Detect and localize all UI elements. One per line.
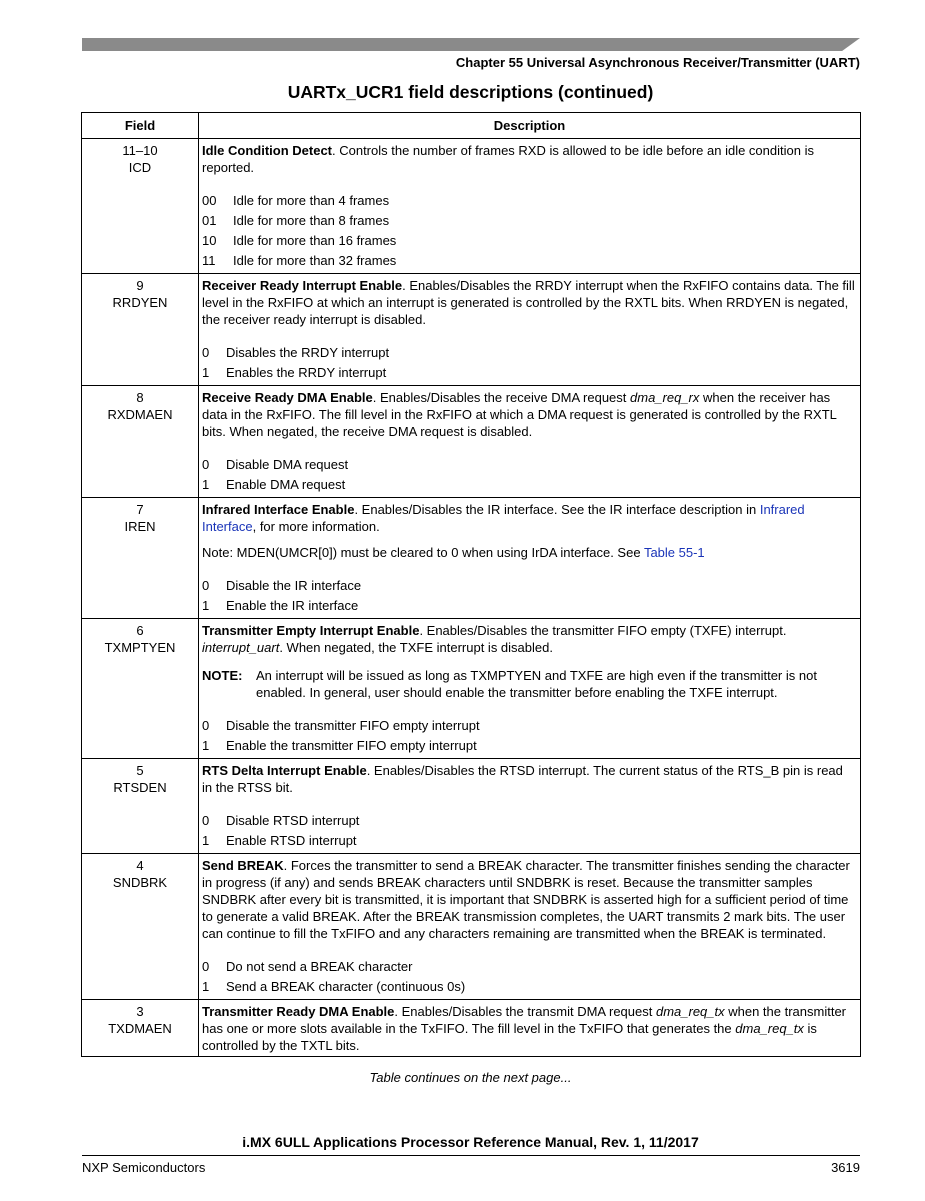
value-option: 11 Idle for more than 32 frames [202,253,397,268]
field-bits: 3 [136,1004,144,1019]
field-title: Send BREAK [202,858,284,873]
value-options [202,191,856,271]
signal-name: interrupt_uart [202,640,280,655]
table-row-iren [82,498,861,619]
value-options [202,957,856,997]
field-bits: 7 [136,502,144,517]
description-text: Send BREAK. Forces the transmitter to send a BREAK character. The transmitter finishes sending the character in progress (if any) and sends BREAK characters until SNDBRK is reset. Because the transmitter samples SNDBRK after every bit is transmitted, it is important that SNDBRK is asserted high for a sufficient period of time to generate a valid BREAK. After the BREAK transmission completes, the UART transmits 2 mark bits. The user can continue to fill the TxFIFO and any characters remaining are transmitted when the BREAK is terminated. [202,858,850,941]
field-cell [82,139,199,274]
signal-name: dma_req_tx [735,1021,804,1036]
value-options [202,455,856,495]
table-row-txdmaen [82,1000,861,1057]
value-option: 1 Enable the IR interface [202,598,359,613]
field-name: RTSDEN [113,780,167,795]
field-bits: 11–10 [122,143,158,158]
signal-name: dma_req_rx [630,390,700,405]
description-column-header: Description [199,113,861,139]
value-option: 0 Disable the transmitter FIFO empty interrupt [202,718,480,733]
field-bits: 5 [136,763,144,778]
table-title: UARTx_UCR1 field descriptions (continued) [287,82,654,102]
value-option: 1 Send a BREAK character (continuous 0s) [202,979,466,994]
value-option: 0 Disable the IR interface [202,578,362,593]
field-cell [82,759,199,854]
description-text: RTS Delta Interrupt Enable. Enables/Disables the RTSD interrupt. The current status of the RTS_B pin is read in the RTSS bit. [202,763,843,795]
table-row-sndbrk [82,854,861,1000]
table-row-icd [82,139,861,274]
description-text: Transmitter Ready DMA Enable. Enables/Disables the transmit DMA request dma_req_tx when the transmitter has one or more slots available in the TxFIFO. The fill level in the TxFIFO that generates the dma_req_tx is controlled by the TXTL bits. [202,1004,847,1053]
table-row-rtsden [82,759,861,854]
description-text: Infrared Interface Enable. Enables/Disables the IR interface. See the IR interface description in Infrared Interface, for more information. [202,502,805,534]
field-cell [82,854,199,1000]
footer-divider [82,1155,860,1156]
value-option: 01 Idle for more than 8 frames [202,213,390,228]
infrared-interface-link[interactable]: Infrared Interface [202,502,805,534]
value-option: 00 Idle for more than 4 frames [202,193,390,208]
value-options [202,343,856,383]
signal-name: dma_req_tx [655,1004,725,1019]
note-text: Note: MDEN(UMCR[0]) must be cleared to 0 when using IrDA interface. See Table 55-1 [202,545,705,560]
field-descriptions-table [81,112,861,1057]
field-cell [82,498,199,619]
field-title: Transmitter Ready DMA Enable [202,1004,395,1019]
value-option: 0 Disable DMA request [202,457,349,472]
field-cell [82,386,199,498]
field-title: Receiver Ready Interrupt Enable [202,278,403,293]
value-option: 0 Disable RTSD interrupt [202,813,360,828]
description-cell [199,619,861,759]
field-title: Infrared Interface Enable [202,502,355,517]
table-55-1-link[interactable]: Table 55-1 [643,545,705,560]
field-cell [82,619,199,759]
description-cell [199,759,861,854]
description-cell [199,139,861,274]
table-row-rrdyen [82,274,861,386]
field-name: ICD [128,160,152,175]
value-option: 10 Idle for more than 16 frames [202,233,397,248]
manual-title: i.MX 6ULL Applications Processor Reference Manual, Rev. 1, 11/2017 [242,1134,699,1150]
table-row-txmptyen [82,619,861,759]
value-option: 1 Enable the transmitter FIFO empty interrupt [202,738,477,753]
value-options [202,716,856,756]
value-option: 0 Do not send a BREAK character [202,959,413,974]
page-number: 3619 [831,1160,860,1175]
value-option: 1 Enable RTSD interrupt [202,833,357,848]
description-cell [199,498,861,619]
description-cell [199,274,861,386]
field-name: SNDBRK [112,875,168,890]
description-text: Receiver Ready Interrupt Enable. Enables/Disables the RRDY interrupt when the RxFIFO contains data. The fill level in the RxFIFO at which an interrupt is generated is controlled by the RXTL bits. When RRDYEN is negated, the receiver ready interrupt is disabled. [202,278,855,327]
field-bits: 4 [136,858,144,873]
description-text: Idle Condition Detect. Controls the number of frames RXD is allowed to be idle before an idle condition is reported. [202,143,814,175]
company-name: NXP Semiconductors [82,1160,206,1175]
field-title: RTS Delta Interrupt Enable [202,763,367,778]
chapter-title: Chapter 55 Universal Asynchronous Receiver/Transmitter (UART) [455,55,860,70]
field-title: Receive Ready DMA Enable [202,390,373,405]
field-cell [82,274,199,386]
description-text: Receive Ready DMA Enable. Enables/Disables the receive DMA request dma_req_rx when the receiver has data in the RxFIFO. The fill level in the RxFIFO at which a DMA request is generated is controlled by the RXTL bits. When negated, the receive DMA request is disabled. [202,390,837,439]
note-block [202,667,856,701]
field-name: TXDMAEN [108,1021,172,1036]
value-options [202,811,856,851]
field-bits: 9 [136,278,144,293]
field-title: Transmitter Empty Interrupt Enable [202,623,420,638]
field-name: TXMPTYEN [104,640,176,655]
field-name: RRDYEN [112,295,168,310]
description-cell [199,1000,861,1057]
table-continues-note: Table continues on the next page... [369,1070,572,1085]
description-text: Transmitter Empty Interrupt Enable. Enables/Disables the transmitter FIFO empty (TXFE) interrupt. interrupt_uart. When negated, the TXFE interrupt is disabled. [202,623,787,655]
table-header-row [82,113,861,139]
field-bits: 6 [136,623,144,638]
value-option: 1 Enables the RRDY interrupt [202,365,387,380]
header-bar [82,38,860,51]
field-column-header: Field [82,113,199,139]
description-cell [199,854,861,1000]
value-option: 1 Enable DMA request [202,477,346,492]
description-cell [199,386,861,498]
table-row-rxdmaen [82,386,861,498]
field-name: RXDMAEN [107,407,173,422]
value-option: 0 Disables the RRDY interrupt [202,345,390,360]
note-label: NOTE: [202,668,243,683]
value-options [202,576,856,616]
field-name: IREN [124,519,156,534]
field-title: Idle Condition Detect [202,143,332,158]
note-text: An interrupt will be issued as long as TXMPTYEN and TXFE are high even if the transmitter is not enabled. In general, user should enable the transmitter before enabling the TXFE interrupt. [256,668,817,700]
field-cell [82,1000,199,1057]
field-bits: 8 [136,390,144,405]
